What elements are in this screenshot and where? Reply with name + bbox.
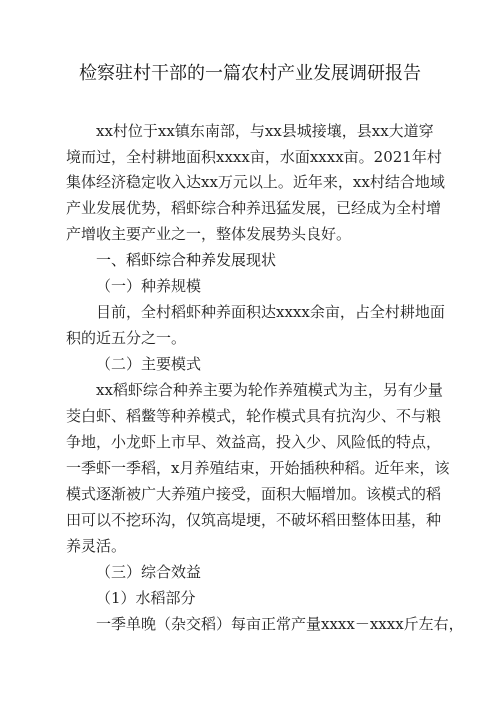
mode-paragraph-line-7: 养灵活。	[66, 537, 127, 555]
subsection-heading-scale: （一）种养规模	[96, 277, 202, 295]
scale-paragraph-line-1: 目前，全村稻虾种养面积达xxxx余亩，占全村耕地面	[96, 303, 445, 321]
intro-paragraph-line-4: 产业发展优势，稻虾综合种养迅猛发展，已经成为全村增	[66, 199, 442, 217]
rice-paragraph-line-1: 一季单晚（杂交稻）每亩正常产量xxxx－xxxx斤左右，	[96, 615, 464, 633]
subsection-heading-mode: （二）主要模式	[96, 355, 202, 373]
mode-paragraph-line-6: 田可以不挖环沟，仅筑高堤埂，不破坏稻田整体田基，种	[66, 511, 442, 529]
intro-paragraph-line-3: 集体经济稳定收入达xx万元以上。近年来，xx村结合地域	[66, 173, 445, 191]
intro-paragraph-line-1: xx村位于xx镇东南部，与xx县城接壤，县xx大道穿	[96, 122, 434, 140]
mode-paragraph-line-4: 一季虾一季稻，x月养殖结束，开始插秧种稻。近年来，该	[66, 459, 450, 477]
scale-paragraph-line-2: 积的近五分之一。	[66, 329, 187, 347]
mode-paragraph-line-3: 争地，小龙虾上市早、效益高，投入少、风险低的特点，	[66, 433, 442, 451]
mode-paragraph-line-1: xx稻虾综合种养主要为轮作养殖模式为主，另有少量	[96, 381, 443, 399]
subsection-heading-benefit: （三）综合效益	[96, 563, 202, 581]
intro-paragraph-line-5: 产增收主要产业之一，整体发展势头良好。	[66, 225, 352, 243]
mode-paragraph-line-2: 茭白虾、稻鳖等种养模式，轮作模式具有抗沟少、不与粮	[66, 407, 442, 425]
intro-paragraph-line-2: 境而过，全村耕地面积xxxx亩，水面xxxx亩。2021年村	[66, 148, 442, 166]
section-heading-1: 一、稻虾综合种养发展现状	[96, 251, 277, 269]
mode-paragraph-line-5: 模式逐渐被广大养殖户接受，面积大幅增加。该模式的稻	[66, 485, 442, 503]
sub-subsection-heading-rice: （1）水稻部分	[96, 589, 196, 607]
page-title: 检察驻村干部的一篇农村产业发展调研报告	[79, 63, 421, 84]
